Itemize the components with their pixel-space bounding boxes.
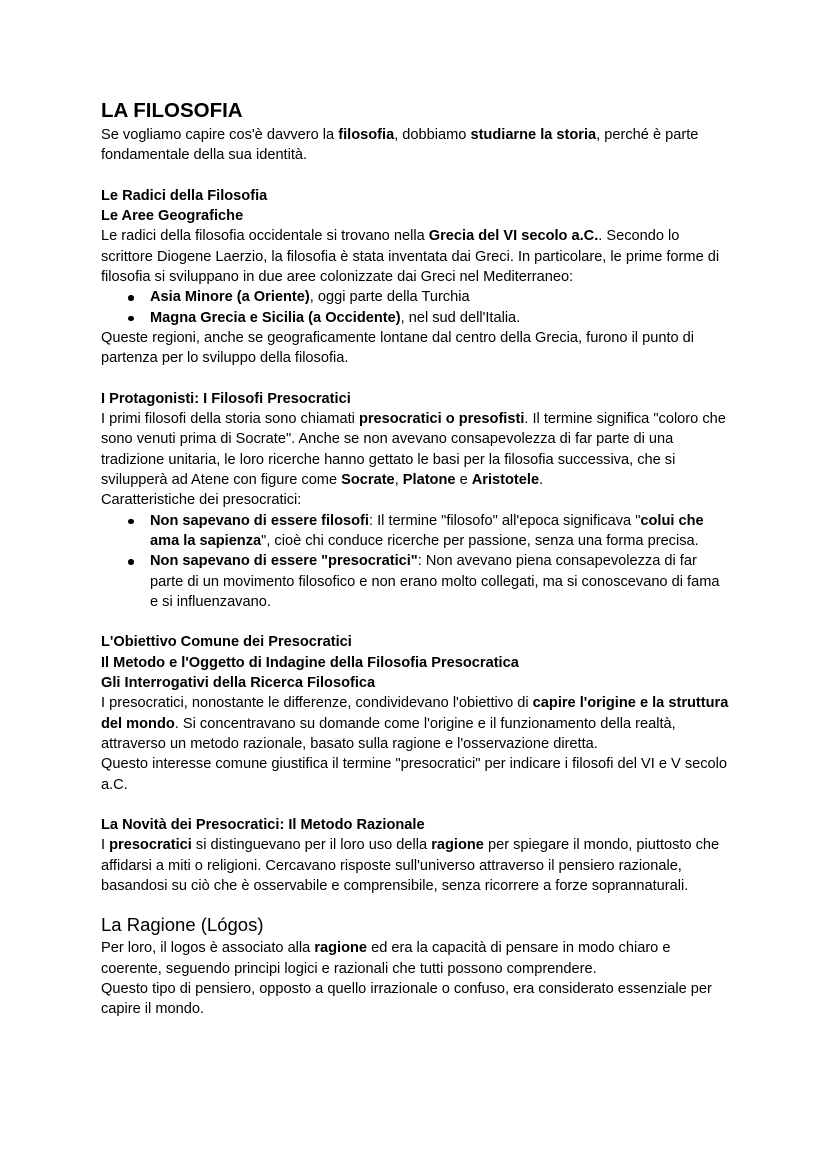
bold-text: Socrate [341,472,395,489]
bold-text: ragione [431,837,484,854]
text: ed era la capacità di pensare in modo chiaro e coerente, seguendo principi logici e razionali che tutti possono comprendere. [101,940,671,977]
paragraph [101,754,731,795]
text: I presocratici, nonostante le differenze, condividevano l'obiettivo di [101,695,533,712]
list-item [150,511,731,552]
paragraph [101,979,731,1020]
bold-text: Aristotele [471,472,540,489]
document-page [101,99,731,1019]
section-heading: Le Radici della Filosofia [101,187,268,204]
text: : Non avevano piena consapevolezza di far parte di un movimento filosofico e non erano molto collegati, ma si conoscevano di fama e si influenzavano. [150,553,720,610]
bold-text: presocratici o presofisti [358,411,525,428]
bold-text: colui che ama la sapienza [150,512,704,549]
bold-text: Asia Minore (a Oriente) [150,289,310,306]
bold-text: Non sapevano di essere filosofi [150,512,369,529]
paragraph [101,226,731,287]
text: , dobbiamo [394,127,471,143]
section-heading: I Protagonisti: I Filosofi Presocratici [101,390,351,407]
section-heading-large: La Ragione (Lógos) [101,914,264,936]
text: , [394,472,403,489]
text: Questo interesse comune giustifica il termine "presocratici" per indicare i filosofi del VI e V secolo a.C. [101,756,728,793]
list-item [150,308,731,328]
text: . Secondo lo scrittore Diogene Laerzio, la filosofia è stata inventata dai Greci. In particolare, le prime forme di filosofia si sviluppano in due aree colonizzate dai Greci nel Mediterraneo: [101,228,720,286]
text: e [455,472,472,489]
paragraph [101,328,731,369]
text: ", cioè chi conduce ricerche per passione, senza una forma precisa. [261,532,699,549]
text: , nel sud dell'Italia. [400,309,521,326]
text: Queste regioni, anche se geograficamente lontane dal centro della Grecia, furono il punto di partenza per lo sviluppo della filosofia. [101,329,695,367]
text: Per loro, il logos è associato alla [101,940,315,957]
text: I primi filosofi della storia sono chiamati [101,411,359,428]
subsection-heading: Gli Interrogativi della Ricerca Filosofica [101,675,376,692]
paragraph [101,938,731,979]
bold-text: Grecia del VI secolo a.C. [428,228,599,245]
text: , oggi parte della Turchia [309,289,470,306]
bold-text: Non sapevano di essere "presocratici" [150,553,418,570]
bold-text: presocratici [109,837,192,854]
text: Se vogliamo capire cos'è davvero la [101,127,339,143]
text: I [101,837,110,854]
paragraph [101,490,731,510]
paragraph [101,835,731,896]
bold-text: Magna Grecia e Sicilia (a Occidente) [150,309,401,326]
bullet-list [101,287,731,328]
bold-text: Platone [402,472,456,489]
bold-text: ragione [314,940,368,957]
text: si distinguevano per il loro uso della [191,837,432,854]
text: . [539,472,544,489]
list-item [150,551,731,612]
bold-text: capire l'origine e la struttura del mondo [101,695,729,732]
text: . Il termine significa "coloro che sono venuti prima di Socrate". Anche se non avevano consapevolezza di far parte di una tradizione unitaria, le loro ricerche hanno gettato le basi per la filosofia successiva, che si svilupperà ad Atene con figure come [101,411,726,489]
bold-text: filosofia [338,127,395,143]
subsection-heading: Il Metodo e l'Oggetto di Indagine della Filosofia Presocratica [101,654,519,671]
document-title: LA FILOSOFIA [101,99,243,122]
section-heading: L'Obiettivo Comune dei Presocratici [101,634,352,651]
paragraph [101,693,731,754]
text: Le radici della filosofia occidentale si trovano nella [101,228,429,245]
text: per spiegare il mondo, piuttosto che affidarsi a miti o religioni. Cercavano risposte sull'universo attraverso il pensiero razionale, basandosi su ciò che è osservabile e comprensibile, senza ricorrere a forze soprannaturali. [101,837,720,894]
text: . Si concentravano su domande come l'origine e il funzionamento della realtà, attraverso un metodo razionale, basato sulla ragione e l'osservazione diretta. [101,715,676,752]
bold-text: studiarne la storia [470,127,597,143]
text: Questo tipo di pensiero, opposto a quello irrazionale o confuso, era considerato essenziale per capire il mondo. [101,980,712,1018]
text: : Il termine "filosofo" all'epoca significava " [368,512,641,529]
text: Caratteristiche dei presocratici: [101,492,302,509]
text: , perché è parte fondamentale della sua identità. [101,127,699,164]
list-item [150,287,731,307]
subsection-heading: Le Aree Geografiche [101,208,244,225]
bullet-list [101,511,731,612]
intro-paragraph [101,125,731,166]
paragraph [101,409,731,490]
section-heading: La Novità dei Presocratici: Il Metodo Razionale [101,817,425,834]
